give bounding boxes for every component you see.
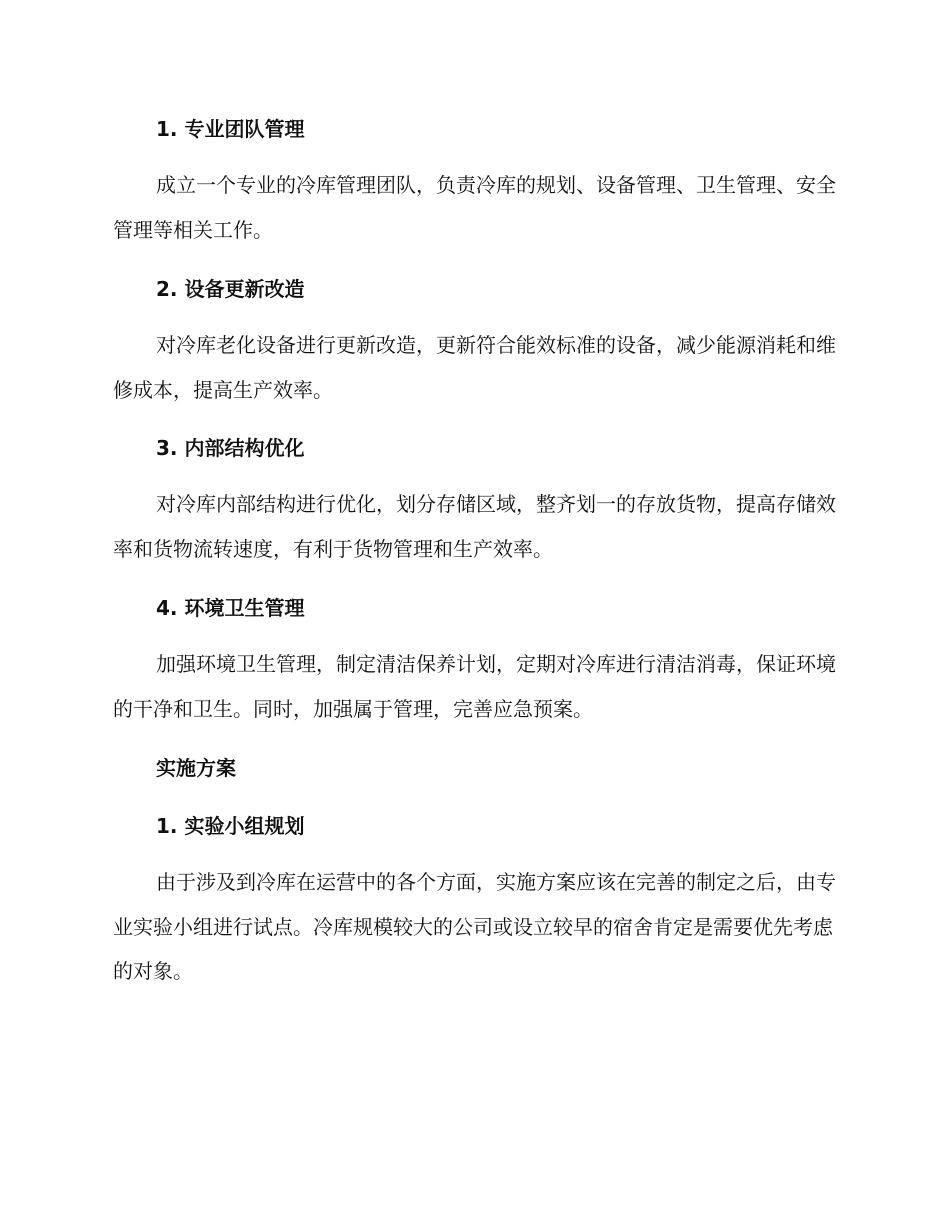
section-heading-equipment-renewal: 2. 设备更新改造 [156, 277, 305, 301]
section-heading-team-management: 1. 专业团队管理 [156, 117, 305, 141]
section-heading-pilot-group: 1. 实验小组规划 [156, 814, 305, 838]
section-body-hygiene-management: 加强环境卫生管理，制定清洁保养计划，定期对冷库进行清洁消毒，保证环境的干净和卫生。同时，加强属于管理，完善应急预案。 [113, 652, 836, 721]
section-body-equipment-renewal: 对冷库老化设备进行更新改造，更新符合能效标准的设备，减少能源消耗和维修成本，提高生产效率。 [113, 333, 836, 402]
section-heading-structure-optimization: 3. 内部结构优化 [156, 436, 305, 460]
section-body-structure-optimization: 对冷库内部结构进行优化，划分存储区域，整齐划一的存放货物，提高存储效率和货物流转速度，有利于货物管理和生产效率。 [113, 492, 836, 561]
section-heading-hygiene-management: 4. 环境卫生管理 [156, 596, 305, 620]
section-body-team-management: 成立一个专业的冷库管理团队，负责冷库的规划、设备管理、卫生管理、安全管理等相关工作。 [113, 173, 836, 242]
section-body-pilot-group: 由于涉及到冷库在运营中的各个方面，实施方案应该在完善的制定之后，由专业实验小组进行试点。冷库规模较大的公司或设立较早的宿舍肯定是需要优先考虑的对象。 [113, 870, 836, 983]
implementation-title: 实施方案 [156, 756, 236, 780]
